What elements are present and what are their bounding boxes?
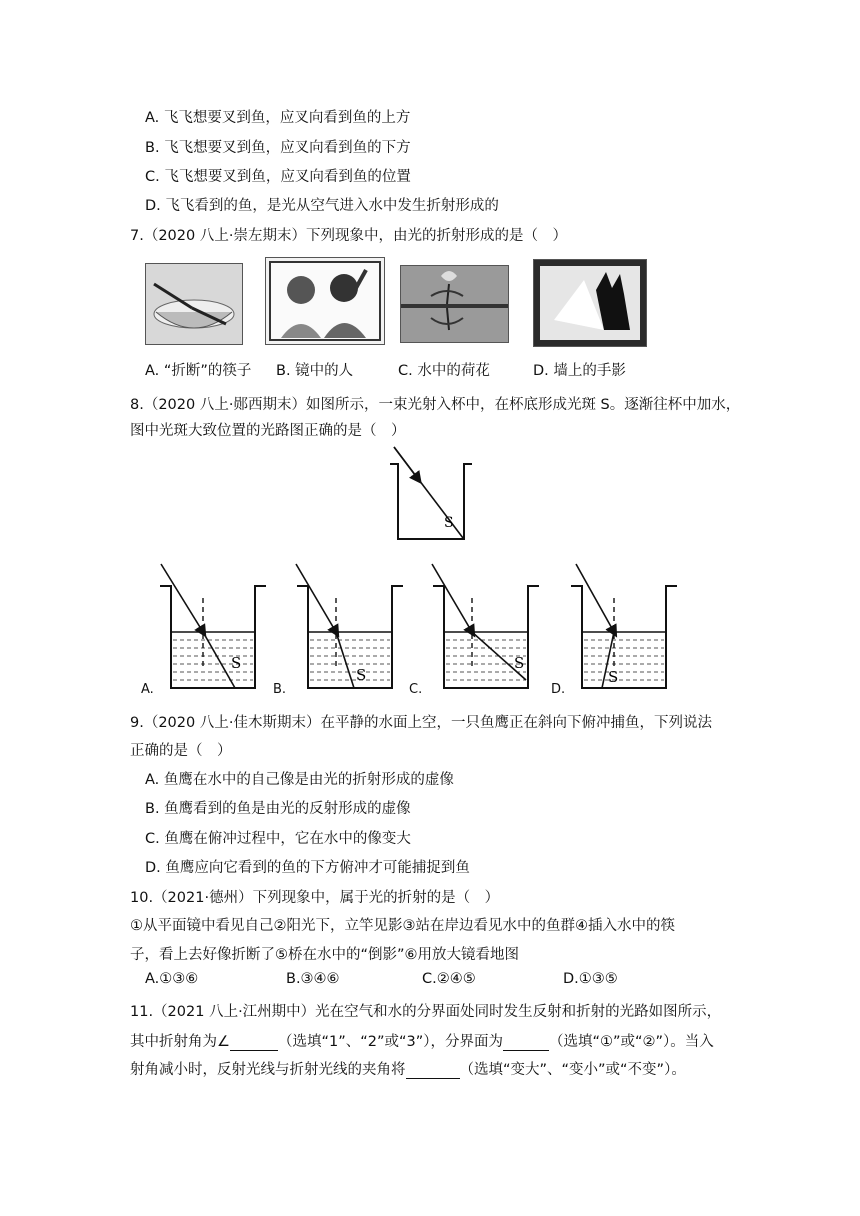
q9-stem-line2: 正确的是（ ） — [130, 743, 232, 759]
q9-option-d: D. 鱼鹰应向它看到的鱼的下方俯冲才可能捕捉到鱼 — [145, 860, 470, 876]
q7-photo-hand-shadow — [533, 259, 647, 347]
q10-option-d: D.①③⑤ — [563, 971, 618, 987]
q8-beaker-c — [428, 562, 546, 692]
q8-d-spot-label: S — [608, 668, 619, 686]
q9-option-b: B. 鱼鹰看到的鱼是由光的反射形成的虚像 — [145, 801, 411, 817]
q7-photo-lotus — [400, 265, 509, 343]
q6-option-c: C. 飞飞想要叉到鱼，应叉向看到鱼的位置 — [145, 169, 411, 185]
q7-photo-chopsticks — [145, 263, 243, 345]
q11-line3 — [130, 1058, 686, 1079]
q8-beaker-d — [566, 562, 684, 692]
q8-c-spot-label: S — [514, 654, 525, 672]
q8-option-d-label: D. — [551, 682, 566, 697]
q7-option-d: D. 墙上的手影 — [533, 363, 626, 379]
q10-option-c: C.②④⑤ — [422, 971, 476, 987]
q8-beaker-a — [155, 562, 273, 692]
q10-stem: 10.（2021·德州）下列现象中，属于光的折射的是（ ） — [130, 890, 500, 906]
q11-line2-text-a: 其中折射角为∠ — [130, 1034, 230, 1050]
q6-option-a: A. 飞飞想要叉到鱼，应叉向看到鱼的上方 — [145, 110, 411, 126]
q8-option-a-label: A. — [141, 682, 154, 697]
q11-line2 — [130, 1030, 714, 1051]
q11-line2-text-c: （选填“①”或“②”）。当入 — [549, 1034, 714, 1050]
q11-line3-text-a: 射角减小时，反射光线与折射光线的夹角将 — [130, 1062, 406, 1078]
q8-beaker-b — [292, 562, 410, 692]
q8-main-beaker-figure — [388, 447, 478, 547]
q7-stem: 7.（2020 八上·崇左期末）下列现象中，由光的折射形成的是（ ） — [130, 228, 567, 244]
q11-blank-angle-change[interactable] — [406, 1062, 460, 1079]
q11-line3-text-b: （选填“变大”、“变小”或“不变”）。 — [459, 1062, 686, 1078]
q8-b-spot-label: S — [356, 666, 367, 684]
q6-option-b: B. 飞飞想要叉到鱼，应叉向看到鱼的下方 — [145, 140, 411, 156]
q8-option-c-label: C. — [409, 682, 423, 697]
q7-option-c: C. 水中的荷花 — [398, 363, 490, 379]
q8-stem-line2: 图中光斑大致位置的光路图正确的是（ ） — [130, 423, 406, 439]
q7-option-a: A. “折断”的筷子 — [145, 363, 252, 379]
q10-line1: ①从平面镜中看见自己②阳光下，立竿见影③站在岸边看见水中的鱼群④插入水中的筷 — [130, 918, 675, 934]
q7-option-b: B. 镜中的人 — [276, 363, 354, 379]
q11-line1: 11.（2021 八上·江州期中）光在空气和水的分界面处同时发生反射和折射的光路如图所示， — [130, 1004, 722, 1020]
q10-line2: 子，看上去好像折断了⑤桥在水中的“倒影”⑥用放大镜看地图 — [130, 947, 520, 963]
q6-option-d: D. 飞飞看到的鱼，是光从空气进入水中发生折射形成的 — [145, 198, 499, 214]
q8-option-b-label: B. — [273, 682, 287, 697]
q9-option-a: A. 鱼鹰在水中的自己像是由光的折射形成的虚像 — [145, 772, 454, 788]
q10-option-a: A.①③⑥ — [145, 971, 199, 987]
q8-main-spot-label: S — [444, 515, 454, 531]
q11-blank-angle[interactable] — [230, 1034, 278, 1051]
q9-option-c: C. 鱼鹰在俯冲过程中，它在水中的像变大 — [145, 831, 411, 847]
q8-a-spot-label: S — [231, 654, 242, 672]
q11-blank-interface[interactable] — [503, 1034, 549, 1051]
q8-stem-line1: 8.（2020 八上·郧西期末）如图所示，一束光射入杯中，在杯底形成光斑 S。逐渐往杯中加水， — [130, 397, 741, 413]
q7-photo-mirror — [265, 257, 385, 345]
q9-stem-line1: 9.（2020 八上·佳木斯期末）在平静的水面上空，一只鱼鹰正在斜向下俯冲捕鱼，下列说法 — [130, 715, 712, 731]
q10-option-b: B.③④⑥ — [286, 971, 340, 987]
q11-line2-text-b: （选填“1”、“2”或“3”），分界面为 — [278, 1034, 503, 1050]
